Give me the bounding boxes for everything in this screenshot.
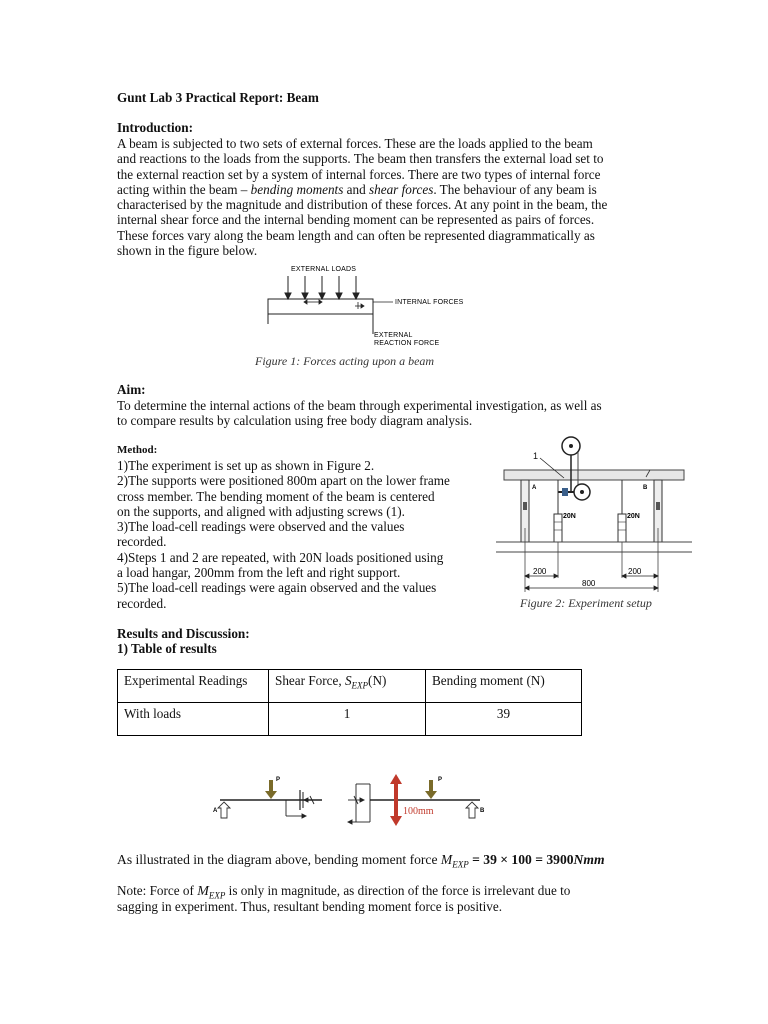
fbd-label-P2: P xyxy=(438,777,443,783)
fbd-label-P1: P xyxy=(276,777,281,783)
intro-line: shown in the figure below. xyxy=(117,243,258,259)
label-external-loads: EXTERNAL LOADS xyxy=(291,266,357,273)
cell-shear-value: 1 xyxy=(269,703,426,736)
calc-line: As illustrated in the diagram above, bending moment force $M_{EXP} = 39 \times 100 = 3900Nmm$ xyxy=(117,852,605,870)
aim-body xyxy=(117,398,602,429)
intro-line: These forces vary along the beam length and can often be represented diagrammatically as xyxy=(117,227,595,243)
intro-heading: Introduction: xyxy=(117,120,193,135)
label-20n-left: 20N xyxy=(563,513,576,520)
method-heading: Method: xyxy=(117,444,158,456)
method-line: 1)The experiment is set up as shown in Figure 2. xyxy=(117,458,375,473)
intro-line: and reactions to the loads from the supports. The beam then transfers the external load set to xyxy=(117,151,604,167)
cell-moment-value: 39 xyxy=(426,703,582,736)
aim-heading: Aim: xyxy=(117,382,146,397)
results-subheading: 1) Table of results xyxy=(117,641,217,656)
results-table xyxy=(117,669,582,736)
label-A: A xyxy=(532,485,537,491)
label-20n-right: 20N xyxy=(627,513,640,520)
method-line: on the supports, and aligned with adjusting screws (1). xyxy=(117,503,405,519)
intro-line: the external reaction set by a system of internal forces. There are two types of internal force xyxy=(117,166,601,182)
header-shear-force: Shear Force, $S_{EXP}(N)$ xyxy=(269,670,426,703)
method-line: recorded. xyxy=(117,534,167,550)
intro-line: characterised by the magnitude and distribution of these forces. At any point in the beam, the xyxy=(117,197,608,213)
dim-left: 200 xyxy=(533,567,547,576)
label-external-reaction-2: REACTION FORCE xyxy=(374,340,440,347)
dim-total: 800 xyxy=(582,579,596,588)
table-row xyxy=(118,703,582,736)
figure-3-free-body-diagram xyxy=(210,770,490,828)
intro-line: acting within the beam – bending moments and shear forces. The behaviour of any beam is xyxy=(117,181,597,197)
dim-right: 200 xyxy=(628,567,642,576)
method-line: cross member. The bending moment of the beam is centered xyxy=(117,488,435,504)
figure-1-caption: Figure 1: Forces acting upon a beam xyxy=(255,354,435,368)
header-experimental-readings: Experimental Readings xyxy=(118,670,269,703)
method-line: 5)The load-cell readings were again observed and the values xyxy=(117,580,437,596)
label-B: B xyxy=(643,485,648,491)
cell-row-label: With loads xyxy=(118,703,269,736)
page-title: Gunt Lab 3 Practical Report: Beam xyxy=(117,90,319,105)
header-bending-moment: Bending moment (N) xyxy=(426,670,582,703)
fbd-label-B: B xyxy=(480,808,485,814)
results-heading: Results and Discussion: xyxy=(117,626,250,641)
method-line: 2)The supports were positioned 800m apart on the lower frame xyxy=(117,473,450,489)
method-line: 4)Steps 1 and 2 are repeated, with 20N loads positioned using xyxy=(117,549,444,565)
method-line: a load hangar, 200mm from the left and right support. xyxy=(117,565,401,581)
label-internal-forces: INTERNAL FORCES xyxy=(395,299,464,306)
table-header-row xyxy=(118,670,582,703)
label-1: 1 xyxy=(533,451,539,461)
method-line: 3)The load-cell readings were observed and the values xyxy=(117,519,405,535)
aim-line: to compare results by calculation using free body diagram analysis. xyxy=(117,413,473,429)
figure-2-experiment-setup xyxy=(496,432,692,592)
figure-1-forces-diagram xyxy=(255,262,485,354)
note-line-1: Note: Force of $M_{EXP}$ is only in magnitude, as direction of the force is irrelevant due to xyxy=(117,883,571,901)
method-body xyxy=(117,458,450,611)
figure-2-caption: Figure 2: Experiment setup xyxy=(520,596,652,610)
method-line: recorded. xyxy=(117,595,167,611)
label-external-reaction-1: EXTERNAL xyxy=(374,332,413,339)
fbd-dim-100mm: 100mm xyxy=(403,806,434,817)
intro-line: internal shear force and the internal bending moment can be represented as pairs of forces. xyxy=(117,212,595,228)
fbd-label-A: A xyxy=(213,808,218,814)
note-line-2: sagging in experiment. Thus, resultant bending moment force is positive. xyxy=(117,899,503,914)
intro-body xyxy=(117,136,607,258)
intro-line: A beam is subjected to two sets of external forces. These are the loads applied to the beam xyxy=(117,136,593,151)
aim-line: To determine the internal actions of the beam through experimental investigation, as well as xyxy=(117,398,602,413)
